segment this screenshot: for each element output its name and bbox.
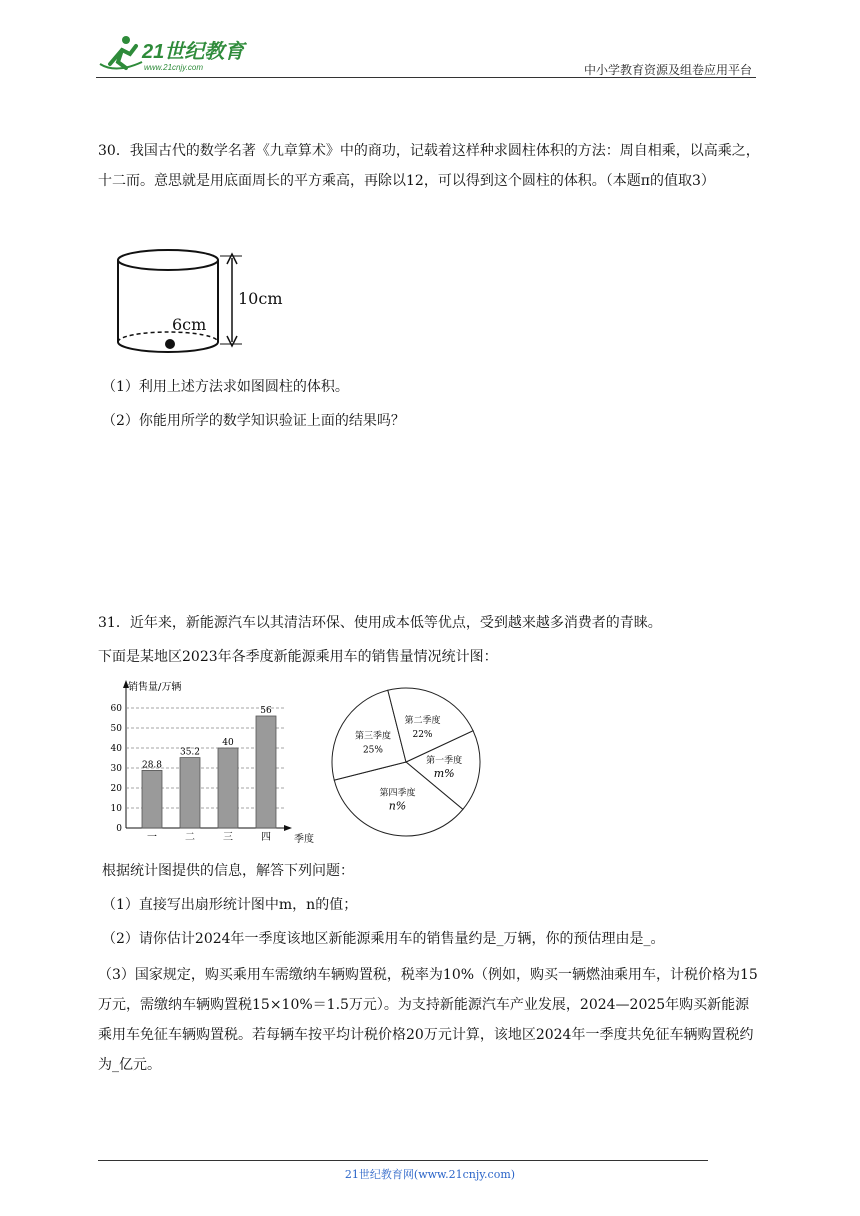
pie-slice-label: m% [433, 766, 455, 780]
pie-slice-name: 第一季度 [426, 755, 463, 766]
q31-sub3: （3）国家规定，购买乘用车需缴纳车辆购置税，税率为10%（例如，购买一辆燃油乘用车，计税价格为15万元，需缴纳车辆购置税15×10%＝1.5万元）。为支持新能源汽车产业发展，2024—2025年购买新能源乘用车免征车辆购置税。若每辆车按平均计税价格20万元计算，该地区2024年一季度共免征车辆购置税约为_亿元。 [98, 967, 758, 1073]
bar-value-label: 28.8 [141, 760, 163, 771]
q30-sub2: （2）你能用所学的数学知识验证上面的结果吗？ [102, 413, 405, 429]
q30-sub1: （1）利用上述方法求如图圆柱的体积。 [102, 379, 349, 395]
x-tick-label: 二 [185, 832, 195, 843]
bar-value-label: 56 [260, 706, 272, 716]
pie-slice-label: 25% [362, 745, 383, 756]
pie-slice-label: n% [388, 799, 407, 813]
bar [142, 770, 162, 828]
footer-text: 21世纪教育网(www.21cnjy.com) [344, 1168, 516, 1181]
x-axis-label: 季度 [294, 834, 314, 845]
pie-slice-name: 第三季度 [354, 731, 391, 742]
y-tick-label: 10 [110, 804, 122, 814]
q31-intro: 下面是某地区2023年各季度新能源乘用车的销售量情况统计图： [98, 649, 498, 665]
x-tick-label: 四 [261, 832, 271, 843]
pie-slice-name: 第二季度 [404, 716, 441, 727]
header-divider [96, 77, 756, 78]
bar [218, 748, 238, 828]
x-tick-label: 三 [223, 832, 233, 843]
bar-chart [104, 676, 334, 846]
bar-value-label: 40 [222, 738, 234, 748]
q31-sub1: （1）直接写出扇形统计图中m，n的值； [102, 897, 358, 913]
logo-icon [96, 34, 266, 74]
bar-value-label: 35.2 [179, 747, 201, 758]
svg-text:www.21cnjy.com: www.21cnjy.com [144, 63, 203, 72]
pie-slice-name: 第四季度 [379, 788, 416, 799]
q31-sub2: （2）请你估计2024年一季度该地区新能源乘用车的销售量约是_万辆，你的预估理由是_。 [102, 931, 665, 947]
svg-text:21世纪教育: 21世纪教育 [142, 41, 245, 63]
y-tick-label: 30 [110, 764, 122, 774]
height-label: 10cm [238, 289, 283, 308]
y-tick-label: 60 [110, 704, 122, 714]
pie-slice-label: 22% [412, 730, 433, 741]
platform-name: 中小学教育资源及组卷应用平台 [583, 63, 752, 77]
q30-stem: 30．我国古代的数学名著《九章算术》中的商功，记载着这样种求圆柱体积的方法：周自相乘，以高乘之，十二而。意思就是用底面周长的平方乘高，再除以12，可以得到这个圆柱的体积。（本题π的值取3） [98, 143, 760, 189]
footer-divider [98, 1160, 708, 1161]
bar [180, 758, 200, 828]
q31-stem: 31．近年来，新能源汽车以其清洁环保、使用成本低等优点，受到越来越多消费者的青睐。 [98, 615, 662, 631]
circumference-label: 6cm [172, 315, 207, 334]
y-tick-label: 0 [116, 824, 122, 834]
y-tick-label: 50 [110, 724, 122, 734]
x-tick-label: 一 [147, 832, 157, 843]
cylinder-figure [112, 246, 302, 358]
y-axis-label: 销售量/万辆 [128, 682, 182, 693]
pie-chart [330, 686, 482, 838]
y-tick-label: 40 [110, 744, 122, 754]
page-header [96, 30, 756, 78]
bar [256, 716, 276, 828]
y-tick-label: 20 [110, 784, 122, 794]
q31-prompt: 根据统计图提供的信息，解答下列问题： [102, 863, 354, 879]
